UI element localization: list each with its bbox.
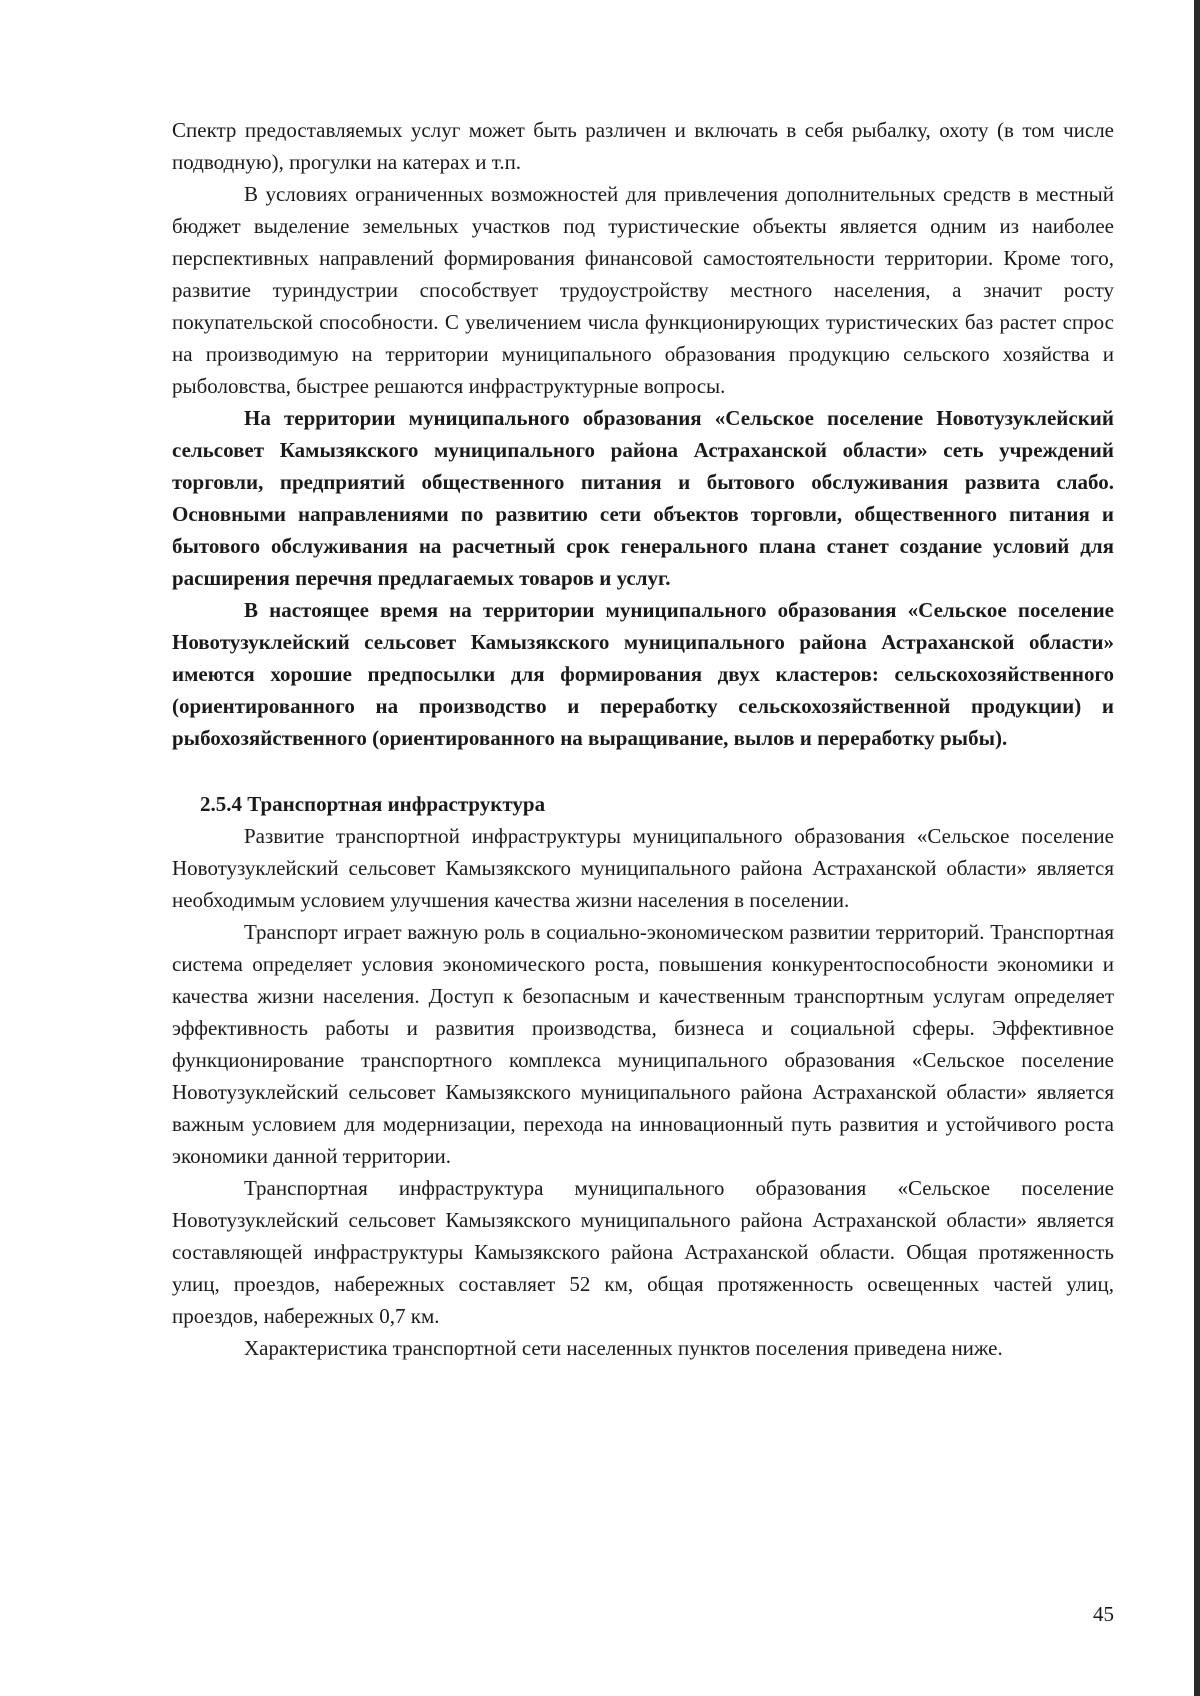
paragraph-transport-characteristics: Характеристика транспортной сети населенных пунктов поселения приведена ниже. [244, 1336, 1003, 1360]
paragraph-transport-infrastructure: Транспортная инфраструктура муниципального образования «Сельское поселение Новотузуклейский сельсовет Камызякского муниципального района Астраханской области» является составляющей инфраструктуры Камызякского района Астраханской области. Общая протяженность улиц, проездов, набережных составляет 52 км, общая протяженность освещенных частей улиц, проездов, набережных 0,7 км. [172, 1176, 1114, 1328]
section-heading: 2.5.4 Транспортная инфраструктура [200, 792, 546, 816]
paragraph-transport-role: Транспорт играет важную роль в социально-экономическом развитии территорий. Транспортная система определяет условия экономического роста, повышения конкурентоспособности экономики и качества жизни населения. Доступ к безопасным и качественным транспортным услугам определяет эффективность работы и развития производства, бизнеса и социальной сферы. Эффективное функционирование транспортного комплекса муниципального образования «Сельское поселение Новотузуклейский сельсовет Камызякского муниципального района Астраханской области» является важным условием для модернизации, перехода на инновационный путь развития и устойчивого роста экономики данной территории. [172, 920, 1114, 1168]
paragraph-transport-development: Развитие транспортной инфраструктуры муниципального образования «Сельское поселение Новотузуклейский сельсовет Камызякского муниципального района Астраханской области» является необходимым условием улучшения качества жизни населения в поселении. [172, 824, 1114, 912]
paragraph-land-allocation: В условиях ограниченных возможностей для привлечения дополнительных средств в местный бюджет выделение земельных участков под туристические объекты является одним из наиболее перспективных направлений формирования финансовой самостоятельности территории. Кроме того, развитие туриндустрии способствует трудоустройству местного населения, а значит росту покупательской способности. С увеличением числа функционирующих туристических баз растет спрос на производимую на территории муниципального образования продукцию сельского хозяйства и рыболовства, быстрее решаются инфраструктурные вопросы. [172, 182, 1114, 398]
paragraph-trade-network: На территории муниципального образования «Сельское поселение Новотузуклейский сельсовет Камызякского муниципального района Астраханской области» сеть учреждений торговли, предприятий общественного питания и бытового обслуживания развита слабо. Основными направлениями по развитию сети объектов торговли, общественного питания и бытового обслуживания на расчетный срок генерального плана станет создание условий для расширения перечня предлагаемых товаров и услуг. [172, 406, 1114, 590]
page-edge-border [1194, 0, 1200, 1696]
paragraph-services: Спектр предоставляемых услуг может быть различен и включать в себя рыбалку, охоту (в том числе подводную), прогулки на катерах и т.п. [172, 118, 1114, 174]
paragraph-clusters: В настоящее время на территории муниципального образования «Сельское поселение Новотузуклейский сельсовет Камызякского муниципального района Астраханской области» имеются хорошие предпосылки для формирования двух кластеров: сельскохозяйственного (ориентированного на производство и переработку сельскохозяйственной продукции) и рыбохозяйственного (ориентированного на выращивание, вылов и переработку рыбы). [172, 598, 1114, 750]
page-number: 45 [1093, 1602, 1114, 1626]
page-content [172, 114, 1114, 1364]
